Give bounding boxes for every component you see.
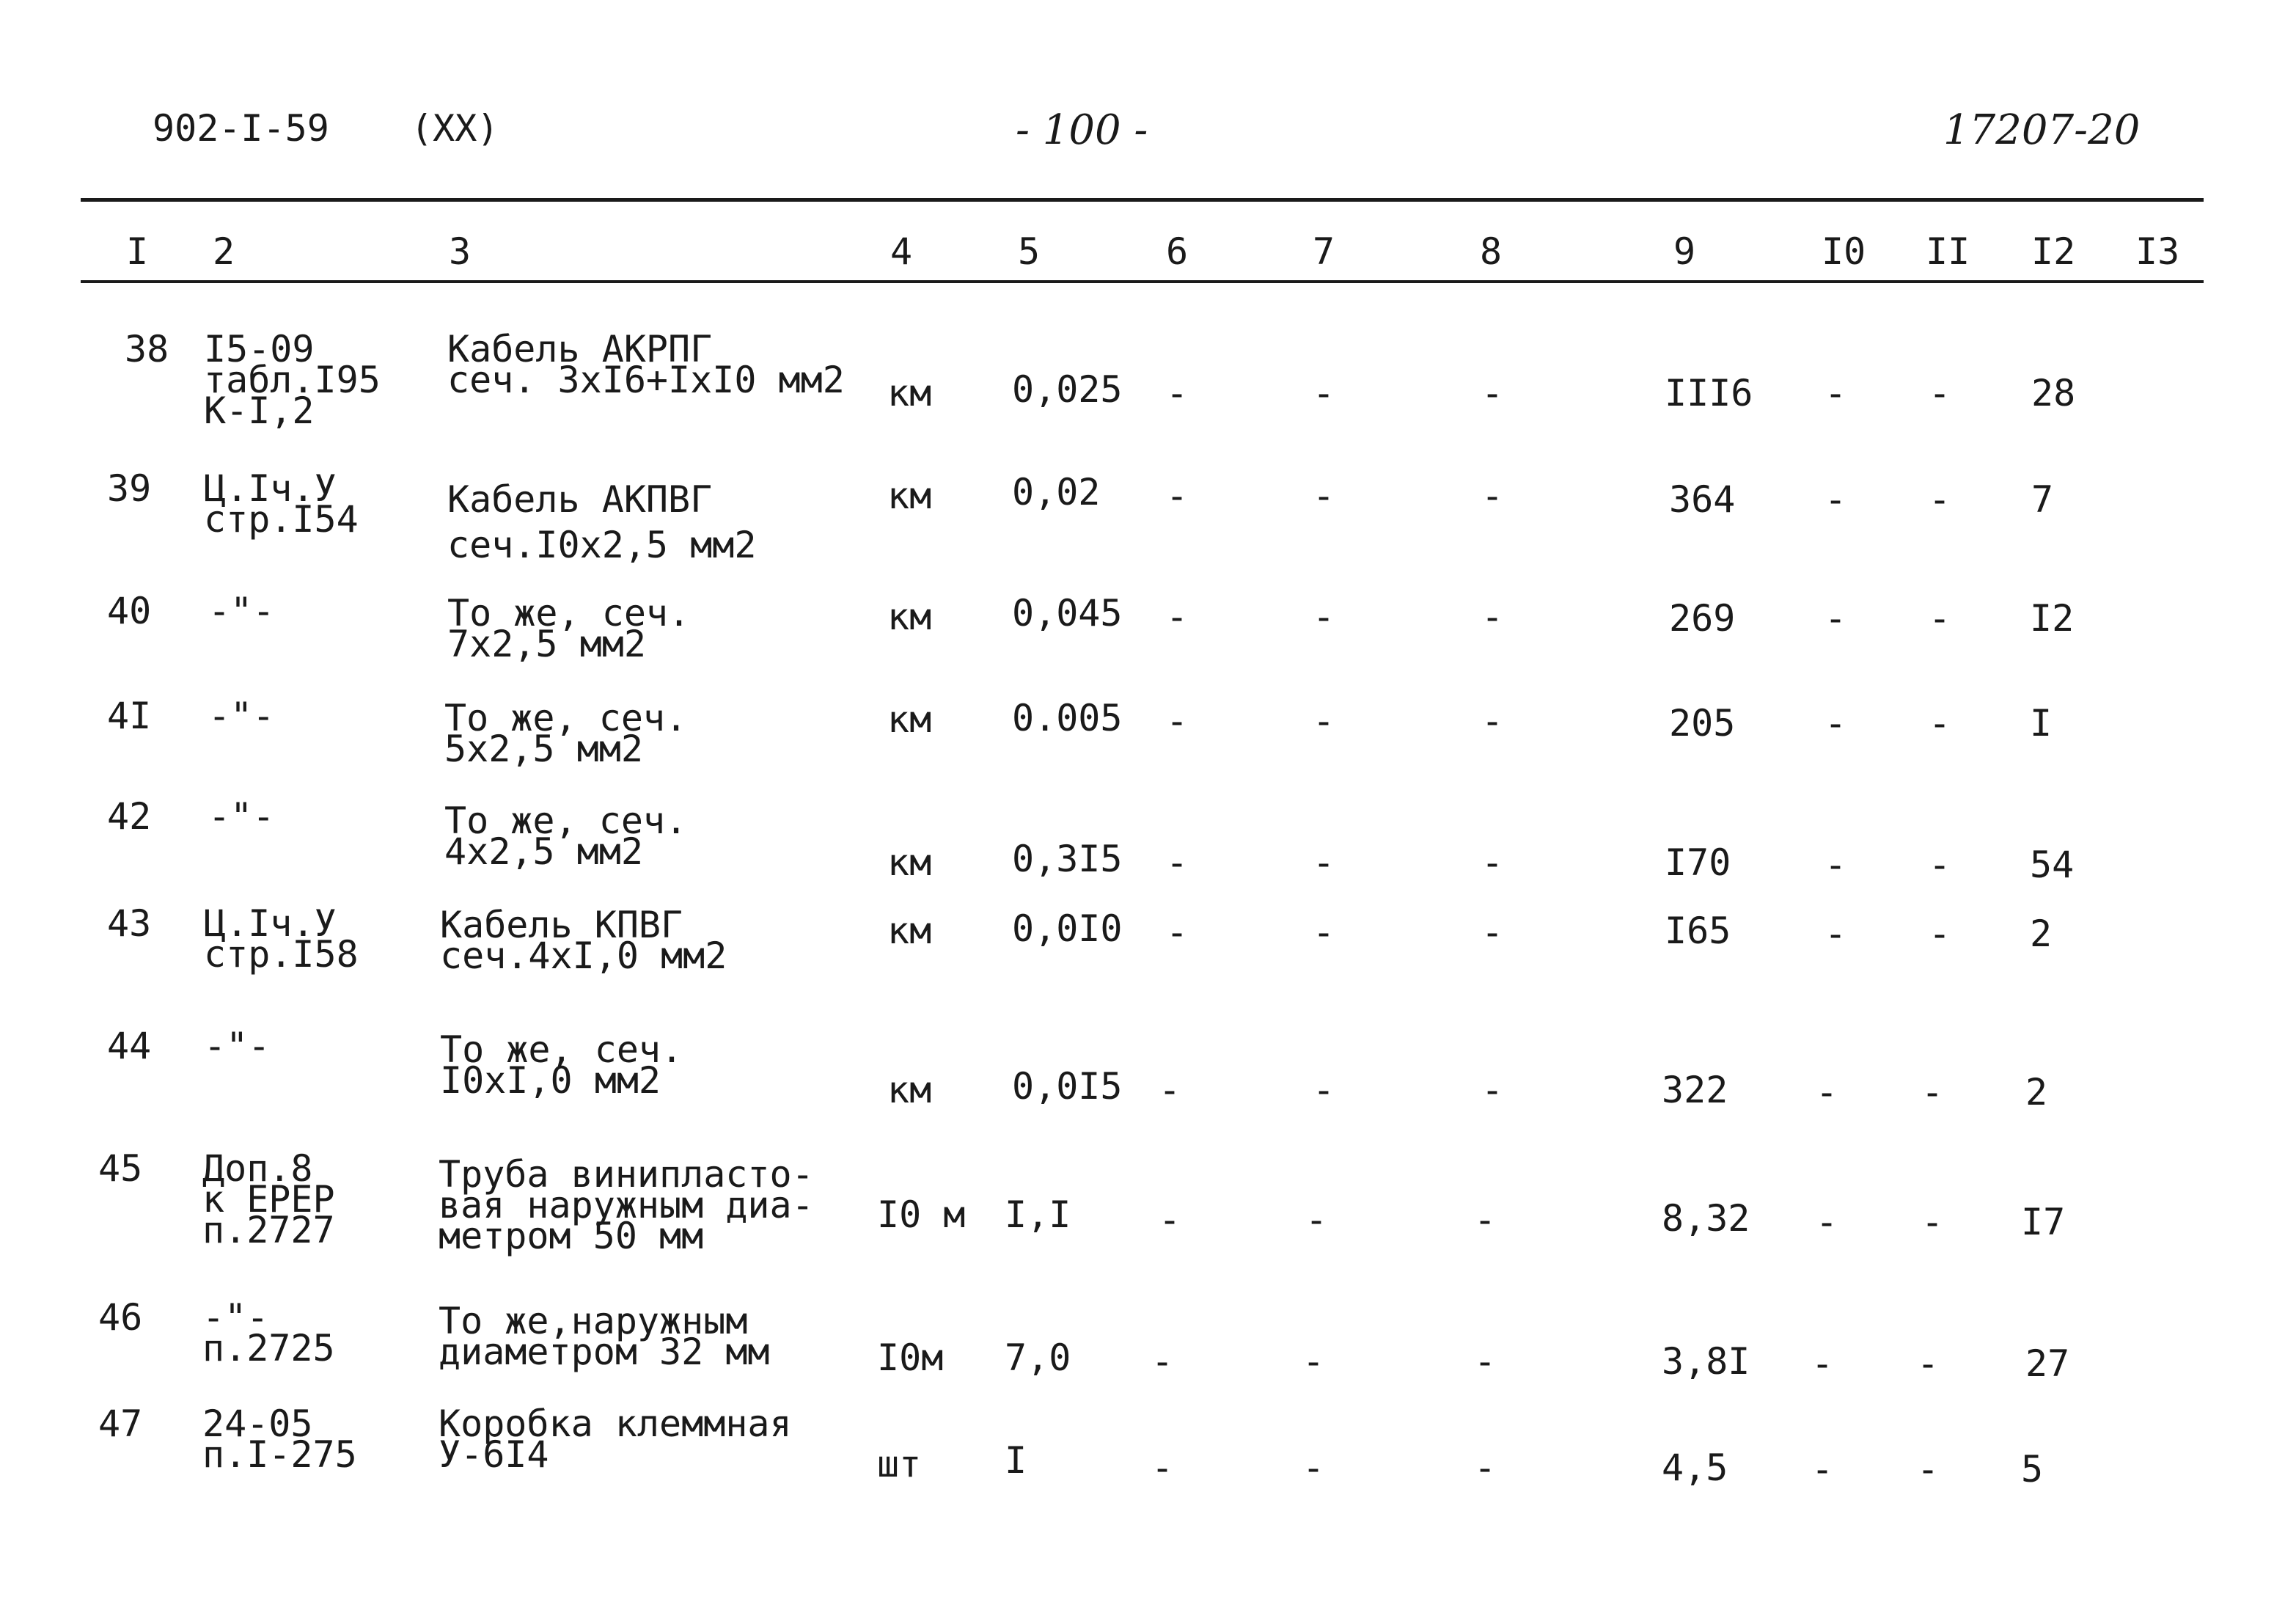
col11-value: - bbox=[1929, 372, 1951, 414]
unit: км bbox=[887, 596, 932, 638]
quantity: 0,045 bbox=[1012, 592, 1123, 634]
col6-value: - bbox=[1151, 1446, 1174, 1489]
col10-value: - bbox=[1824, 844, 1847, 886]
quantity: 0,0I5 bbox=[1012, 1065, 1123, 1108]
item-description: Кабель КПВГ сеч.4хI,0 мм2 bbox=[440, 904, 727, 977]
reference: Ц.Iч.У стр.I54 bbox=[204, 467, 359, 541]
reference: I5-09 табл.I95 К-I,2 bbox=[204, 328, 381, 432]
item-description: Кабель АКРПГ сеч. 3хI6+IхI0 мм2 bbox=[447, 328, 845, 401]
unit: I0м bbox=[877, 1336, 944, 1379]
col9-value: 205 bbox=[1669, 702, 1736, 745]
col6-value: - bbox=[1166, 700, 1189, 742]
column-header-1: I bbox=[126, 230, 149, 273]
col10-value: - bbox=[1811, 1448, 1834, 1491]
col7-value: - bbox=[1313, 700, 1335, 742]
col12-value: 2 bbox=[2025, 1071, 2048, 1113]
reference: 24-05 п.I-275 bbox=[202, 1402, 357, 1476]
row-number: 40 bbox=[107, 590, 152, 632]
col12-value: I2 bbox=[2030, 597, 2075, 640]
col12-value: 7 bbox=[2031, 478, 2054, 521]
unit: км bbox=[887, 1069, 932, 1111]
col6-value: - bbox=[1166, 841, 1189, 884]
col10-value: - bbox=[1824, 702, 1847, 745]
reference: -"- bbox=[208, 590, 275, 632]
col12-value: 5 bbox=[2021, 1448, 2044, 1491]
col11-value: - bbox=[1929, 597, 1951, 640]
col11-value: - bbox=[1929, 702, 1951, 745]
item-description: То же, сеч. 5х2,5 мм2 bbox=[444, 697, 688, 770]
col9-value: I65 bbox=[1665, 910, 1731, 952]
reference: -"- bbox=[208, 795, 275, 838]
col7-value: - bbox=[1313, 372, 1335, 414]
col6-value: - bbox=[1159, 1199, 1181, 1241]
unit: км bbox=[887, 910, 932, 952]
col6-value: - bbox=[1166, 475, 1189, 517]
col10-value: - bbox=[1816, 1071, 1838, 1113]
col10-value: - bbox=[1824, 478, 1847, 521]
quantity: I bbox=[1005, 1439, 1027, 1482]
col9-value: 322 bbox=[1662, 1069, 1728, 1111]
column-header-4: 4 bbox=[890, 230, 913, 273]
row-number: 42 bbox=[107, 795, 152, 838]
col12-value: 54 bbox=[2030, 844, 2075, 886]
column-header-6: 6 bbox=[1166, 230, 1189, 273]
column-header-2: 2 bbox=[213, 230, 235, 273]
col8-value: - bbox=[1481, 1069, 1504, 1111]
column-header-8: 8 bbox=[1480, 230, 1503, 273]
quantity: 0.005 bbox=[1012, 697, 1123, 739]
reference: Ц.Iч.У стр.I58 bbox=[204, 902, 359, 976]
row-number: 46 bbox=[98, 1296, 143, 1339]
col12-value: I bbox=[2030, 702, 2053, 745]
page-number: - 100 - bbox=[1016, 106, 1148, 154]
col10-value: - bbox=[1816, 1201, 1838, 1243]
quantity: 0,025 bbox=[1012, 368, 1123, 411]
col11-value: - bbox=[1929, 844, 1951, 886]
col7-value: - bbox=[1313, 596, 1335, 638]
col11-value: - bbox=[1929, 478, 1951, 521]
column-header-13: I3 bbox=[2135, 230, 2180, 273]
column-header-9: 9 bbox=[1673, 230, 1696, 273]
col8-value: - bbox=[1481, 372, 1504, 414]
col9-value: III6 bbox=[1665, 372, 1753, 414]
col7-value: - bbox=[1305, 1199, 1328, 1241]
item-description: То же,наружным диаметром 32 мм bbox=[439, 1300, 770, 1373]
column-header-12: I2 bbox=[2031, 230, 2076, 273]
item-description: То же, сеч. 4х2,5 мм2 bbox=[444, 800, 688, 873]
col11-value: - bbox=[1917, 1342, 1940, 1385]
col11-value: - bbox=[1921, 1071, 1944, 1113]
col11-value: - bbox=[1929, 912, 1951, 955]
item-description: То же, сеч. I0хI,0 мм2 bbox=[440, 1028, 683, 1102]
unit: км bbox=[887, 475, 932, 517]
unit: I0 м bbox=[877, 1193, 966, 1236]
table-top-rule bbox=[81, 198, 2204, 202]
column-header-3: 3 bbox=[449, 230, 472, 273]
document-part: (XX) bbox=[411, 107, 499, 150]
quantity: 0,3I5 bbox=[1012, 838, 1123, 880]
col6-value: - bbox=[1159, 1069, 1181, 1111]
col8-value: - bbox=[1481, 700, 1504, 742]
col9-value: 364 bbox=[1669, 478, 1736, 521]
quantity: I,I bbox=[1005, 1193, 1071, 1236]
col7-value: - bbox=[1313, 1069, 1335, 1111]
row-number: 39 bbox=[107, 467, 152, 510]
col7-value: - bbox=[1313, 911, 1335, 954]
col8-value: - bbox=[1474, 1446, 1497, 1489]
col7-value: - bbox=[1302, 1340, 1325, 1383]
col8-value: - bbox=[1474, 1199, 1497, 1241]
col12-value: 2 bbox=[2030, 912, 2053, 955]
col9-value: 4,5 bbox=[1662, 1446, 1728, 1489]
item-description: Кабель АКПВГ сеч.I0х2,5 мм2 bbox=[447, 478, 757, 566]
col10-value: - bbox=[1824, 912, 1847, 955]
column-header-7: 7 bbox=[1313, 230, 1335, 273]
col8-value: - bbox=[1481, 475, 1504, 517]
column-header-10: I0 bbox=[1822, 230, 1866, 273]
unit: шт bbox=[877, 1443, 922, 1485]
unit: км bbox=[887, 372, 932, 414]
col10-value: - bbox=[1824, 597, 1847, 640]
col9-value: 3,8I bbox=[1662, 1340, 1750, 1383]
col6-value: - bbox=[1151, 1340, 1174, 1383]
col12-value: 27 bbox=[2025, 1342, 2070, 1385]
row-number: 45 bbox=[98, 1147, 143, 1190]
column-header-11: II bbox=[1926, 230, 1970, 273]
col12-value: I7 bbox=[2021, 1201, 2066, 1243]
col12-value: 28 bbox=[2031, 372, 2076, 414]
quantity: 7,0 bbox=[1005, 1336, 1071, 1379]
col6-value: - bbox=[1166, 596, 1189, 638]
col8-value: - bbox=[1481, 841, 1504, 884]
document-code: 902-I-59 bbox=[153, 107, 329, 150]
quantity: 0,02 bbox=[1012, 471, 1101, 513]
col8-value: - bbox=[1481, 911, 1504, 954]
row-number: 44 bbox=[107, 1025, 152, 1067]
quantity: 0,0I0 bbox=[1012, 907, 1123, 950]
col8-value: - bbox=[1481, 596, 1504, 638]
item-description: То же, сеч. 7х2,5 мм2 bbox=[447, 592, 691, 665]
col11-value: - bbox=[1921, 1201, 1944, 1243]
reference: Доп.8 к ЕРЕР п.2727 bbox=[202, 1147, 335, 1251]
row-number: 47 bbox=[98, 1402, 143, 1445]
col9-value: 269 bbox=[1669, 597, 1736, 640]
col7-value: - bbox=[1302, 1446, 1325, 1489]
unit: км bbox=[887, 841, 932, 884]
reference: -"- п.2725 bbox=[202, 1296, 335, 1369]
row-number: 38 bbox=[125, 328, 169, 370]
item-description: Коробка клеммная У-6I4 bbox=[439, 1402, 792, 1476]
row-number: 4I bbox=[107, 695, 152, 737]
row-number: 43 bbox=[107, 902, 152, 945]
item-description: Труба винипласто- вая наружным диа- метром 50 мм bbox=[439, 1153, 814, 1257]
table-header-rule bbox=[81, 280, 2204, 283]
col7-value: - bbox=[1313, 475, 1335, 517]
reference: -"- bbox=[208, 695, 275, 737]
col6-value: - bbox=[1166, 911, 1189, 954]
column-header-5: 5 bbox=[1018, 230, 1041, 273]
reference: -"- bbox=[204, 1025, 271, 1067]
sheet-id: 17207-20 bbox=[1943, 106, 2141, 154]
col9-value: I70 bbox=[1665, 841, 1731, 884]
col9-value: 8,32 bbox=[1662, 1197, 1750, 1240]
col10-value: - bbox=[1811, 1342, 1834, 1385]
col6-value: - bbox=[1166, 372, 1189, 414]
col11-value: - bbox=[1917, 1448, 1940, 1491]
col7-value: - bbox=[1313, 841, 1335, 884]
unit: км bbox=[887, 698, 932, 741]
col8-value: - bbox=[1474, 1340, 1497, 1383]
col10-value: - bbox=[1824, 372, 1847, 414]
